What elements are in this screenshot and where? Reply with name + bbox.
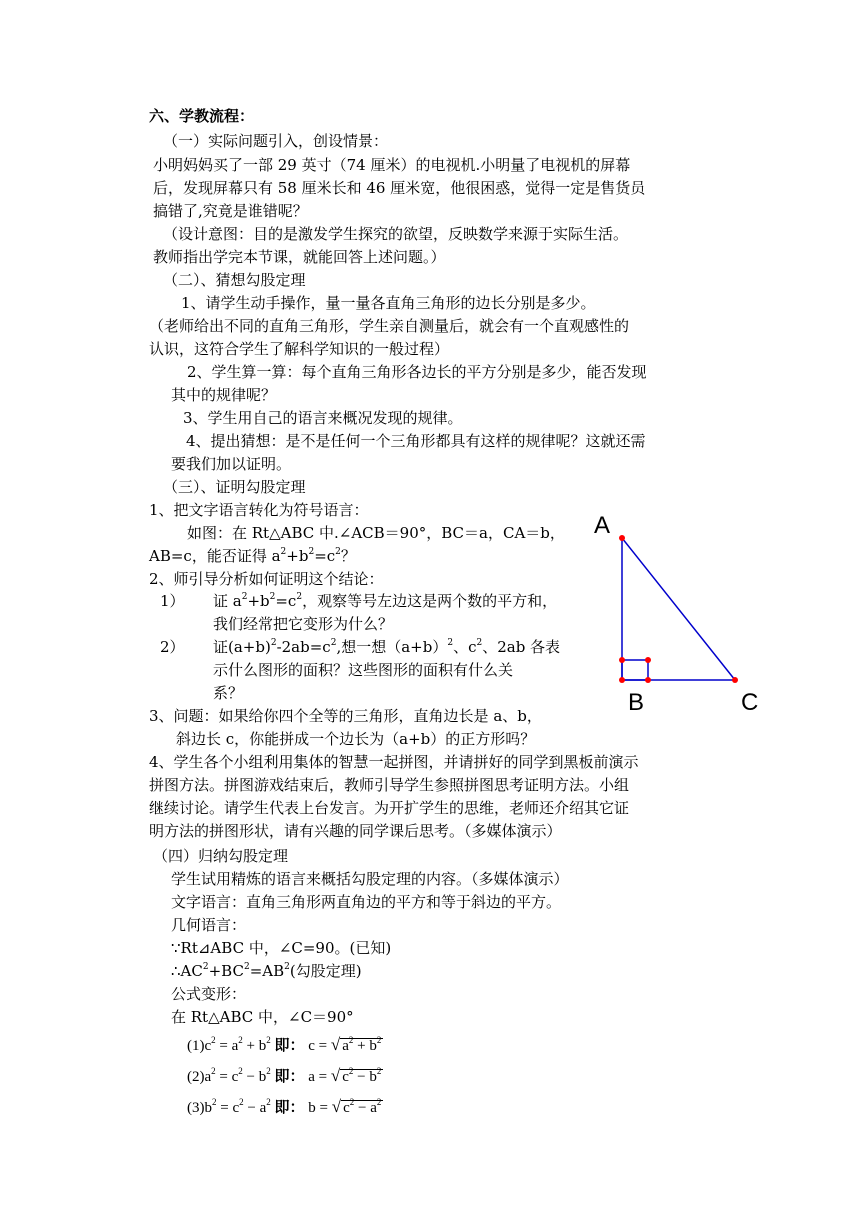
superscript: 2	[349, 1097, 355, 1107]
text-segment: 即：	[274, 1098, 305, 1116]
proof-item-3-line-1: 3、问题：如果给你四个全等的三角形，直角边长是 a、b，	[149, 707, 542, 725]
text-segment: (1)c	[187, 1038, 212, 1054]
story-line-2: 后，发现屏幕只有 58 厘米长和 46 厘米宽，他很困惑，觉得一定是售货员	[153, 179, 646, 197]
superscript: 2	[212, 1097, 217, 1107]
text-segment: +b	[286, 547, 309, 565]
superscript: 2	[241, 592, 248, 602]
radicand	[340, 1035, 383, 1054]
superscript: 2	[335, 547, 341, 557]
superscript: 2	[280, 547, 287, 557]
intent-line-1: （设计意图：目的是激发学生探究的欲望，反映数学来源于实际生活。	[163, 225, 629, 243]
superscript: 2	[270, 638, 277, 648]
marker-point	[645, 677, 651, 683]
sqrt-sign: √	[330, 1066, 341, 1085]
text-segment: c =	[308, 1038, 328, 1054]
sub-item-2-line-1	[213, 637, 560, 657]
guess-step-1: 1、请学生动手操作，量一量各直角三角形的边长分别是多少。	[181, 294, 596, 312]
text-segment: +BC	[208, 962, 244, 980]
teacher-note-line-1: （老师给出不同的直角三角形，学生亲自测量后，就会有一个直观感性的	[149, 317, 630, 335]
label-a: A	[594, 512, 611, 539]
text-segment: = c	[215, 1069, 239, 1085]
text-segment: 、c	[453, 638, 477, 656]
superscript: 2	[266, 1066, 271, 1076]
marker-point	[619, 657, 625, 663]
text-segment: − a	[354, 1100, 377, 1116]
text-segment: c	[343, 1100, 350, 1116]
label-b: B	[628, 689, 645, 716]
superscript: 2	[447, 638, 454, 648]
superscript: 2	[376, 1066, 382, 1076]
superscript: 2	[266, 1097, 271, 1107]
proof-item-2: 2、师引导分析如何证明这个结论：	[149, 570, 384, 588]
text-segment: (勾股定理)	[289, 962, 362, 980]
superscript: 2	[211, 1035, 216, 1045]
part1-heading: （一）实际问题引入，创设情景：	[163, 132, 389, 150]
summary-line-4: ∵Rt⊿ABC 中，∠C=90。(已知)	[171, 939, 392, 957]
text-segment: 证(a+b)	[213, 638, 271, 656]
sqrt-sign: √	[331, 1097, 342, 1116]
right-angle-marker	[622, 660, 648, 680]
guess-step-2-line-1: 2、学生算一算：每个直角三角形各边长的平方分别是多少，能否发现	[187, 363, 647, 381]
proof-item-3-line-2: 斜边长 c，你能拼成一个边长为（a+b）的正方形吗？	[176, 730, 536, 748]
part2-heading: （二）、猜想勾股定理	[163, 271, 306, 289]
superscript: 2	[243, 962, 250, 972]
proof-item-4-line-2: 拼图方法。拼图游戏结束后，教师引导学生参照拼图思考证明方法。小组	[149, 776, 630, 794]
proof-item-1: 1、把文字语言转化为符号语言：	[149, 501, 369, 519]
text-segment: a =	[308, 1069, 328, 1085]
superscript: 2	[238, 1035, 243, 1045]
superscript: 2	[266, 1035, 271, 1045]
text-segment: + b	[353, 1038, 377, 1054]
side-ac	[622, 538, 735, 680]
superscript: 2	[211, 1066, 216, 1076]
text-segment: ，观察等号左边这是两个数的平方和，	[302, 592, 558, 610]
summary-line-6: 公式变形：	[171, 985, 247, 1003]
proof-item-1-line-3	[149, 546, 356, 566]
text-segment: 、2ab 各表	[482, 638, 561, 656]
guess-step-4-line-1: 4、提出猜想：是不是任何一个三角形都具有这样的规律呢？这就还需	[186, 432, 646, 450]
story-line-3: 搞错了,究竟是谁错呢？	[153, 202, 308, 220]
text-segment: =AB	[249, 962, 285, 980]
formula-3	[187, 1096, 383, 1117]
summary-line-7: 在 Rt△ABC 中，∠C＝90°	[171, 1008, 354, 1026]
superscript: 2	[238, 1066, 243, 1076]
summary-line-3: 几何语言：	[171, 916, 247, 934]
text-segment: 证 a	[213, 592, 242, 610]
superscript: 2	[269, 592, 276, 602]
superscript: 2	[284, 962, 290, 972]
proof-item-1-line-2: 如图：在 Rt△ABC 中.∠ACB＝90°，BC＝a，CA＝b，	[187, 524, 565, 542]
marker-point	[645, 657, 651, 663]
text-segment: -2ab=c	[276, 638, 331, 656]
proof-item-4-line-4: 明方法的拼图形状，请有兴趣的同学课后思考。（多媒体演示）	[149, 822, 562, 840]
proof-item-4-line-1: 4、学生各个小组利用集体的智慧一起拼图，并请拼好的同学到黑板前演示	[149, 753, 639, 771]
superscript: 2	[348, 1066, 354, 1076]
sub-item-2-number: 2）	[160, 638, 185, 656]
text-segment: (2)a	[187, 1069, 212, 1085]
superscript: 2	[202, 962, 209, 972]
superscript: 2	[348, 1035, 354, 1045]
text-segment: = c	[216, 1100, 240, 1116]
point-a	[619, 535, 625, 541]
text-segment: c	[342, 1069, 349, 1085]
superscript: 2	[308, 547, 315, 557]
superscript: 2	[330, 638, 337, 648]
sqrt-sign: √	[330, 1035, 341, 1054]
text-segment: 即：	[274, 1067, 305, 1085]
guess-step-3: 3、学生用自己的语言来概况发现的规律。	[183, 409, 463, 427]
radicand	[340, 1066, 383, 1085]
section-title: 六、学教流程：	[149, 107, 255, 125]
text-segment: = a	[215, 1038, 239, 1054]
text-segment: =c	[275, 592, 297, 610]
teacher-note-line-2: 认识，这符合学生了解科学知识的一般过程）	[149, 340, 450, 358]
superscript: 2	[296, 592, 303, 602]
text-segment: AB=c，能否证得 a	[149, 547, 281, 565]
sub-item-2-line-3: 系？	[213, 684, 244, 702]
label-c: C	[741, 689, 759, 716]
text-segment: 即：	[274, 1036, 305, 1054]
sub-item-2-line-2: 示什么图形的面积？这些图形的面积有什么关	[213, 661, 514, 679]
sub-item-1-line-2: 我们经常把它变形为什么？	[213, 615, 394, 633]
proof-item-4-line-3: 继续讨论。请学生代表上台发言。为开扩学生的思维，老师还介绍其它证	[149, 799, 630, 817]
text-segment: =c	[314, 547, 336, 565]
superscript: 2	[376, 1035, 382, 1045]
formula-1	[187, 1034, 383, 1055]
story-line-1: 小明妈妈买了一部 29 英寸（74 厘米）的电视机.小明量了电视机的屏幕	[153, 156, 631, 174]
guess-step-4-line-2: 要我们加以证明。	[171, 455, 292, 473]
summary-line-5	[171, 961, 362, 981]
summary-line-2: 文字语言：直角三角形两直角边的平方和等于斜边的平方。	[171, 893, 562, 911]
text-segment: (3)b	[187, 1100, 212, 1116]
part4-heading: （四）归纳勾股定理	[153, 847, 289, 865]
sub-item-1-line-1	[213, 591, 557, 611]
text-segment: − b	[353, 1069, 377, 1085]
part3-heading: （三）、证明勾股定理	[163, 478, 306, 496]
text-segment: a	[342, 1038, 349, 1054]
formula-2	[187, 1065, 383, 1086]
intent-line-2: 教师指出学完本节课，就能回答上述问题。）	[153, 248, 446, 266]
point-b	[619, 677, 625, 683]
superscript: 2	[476, 638, 483, 648]
point-c	[732, 677, 738, 683]
text-segment: + b	[242, 1038, 267, 1054]
superscript: 2	[239, 1097, 244, 1107]
superscript: 2	[376, 1097, 382, 1107]
summary-line-1: 学生试用精炼的语言来概括勾股定理的内容。（多媒体演示）	[171, 870, 569, 888]
text-segment: ？	[340, 547, 356, 565]
text-segment: ∴AC	[171, 962, 203, 980]
text-segment: − b	[242, 1069, 267, 1085]
sub-item-1-number: 1）	[160, 592, 185, 610]
radicand	[341, 1097, 383, 1116]
right-triangle-figure	[585, 505, 775, 725]
text-segment: +b	[247, 592, 270, 610]
text-segment: − a	[243, 1100, 267, 1116]
text-segment: b =	[308, 1100, 328, 1116]
guess-step-2-line-2: 其中的规律呢？	[171, 386, 277, 404]
text-segment: ,想一想（a+b）	[336, 638, 448, 656]
